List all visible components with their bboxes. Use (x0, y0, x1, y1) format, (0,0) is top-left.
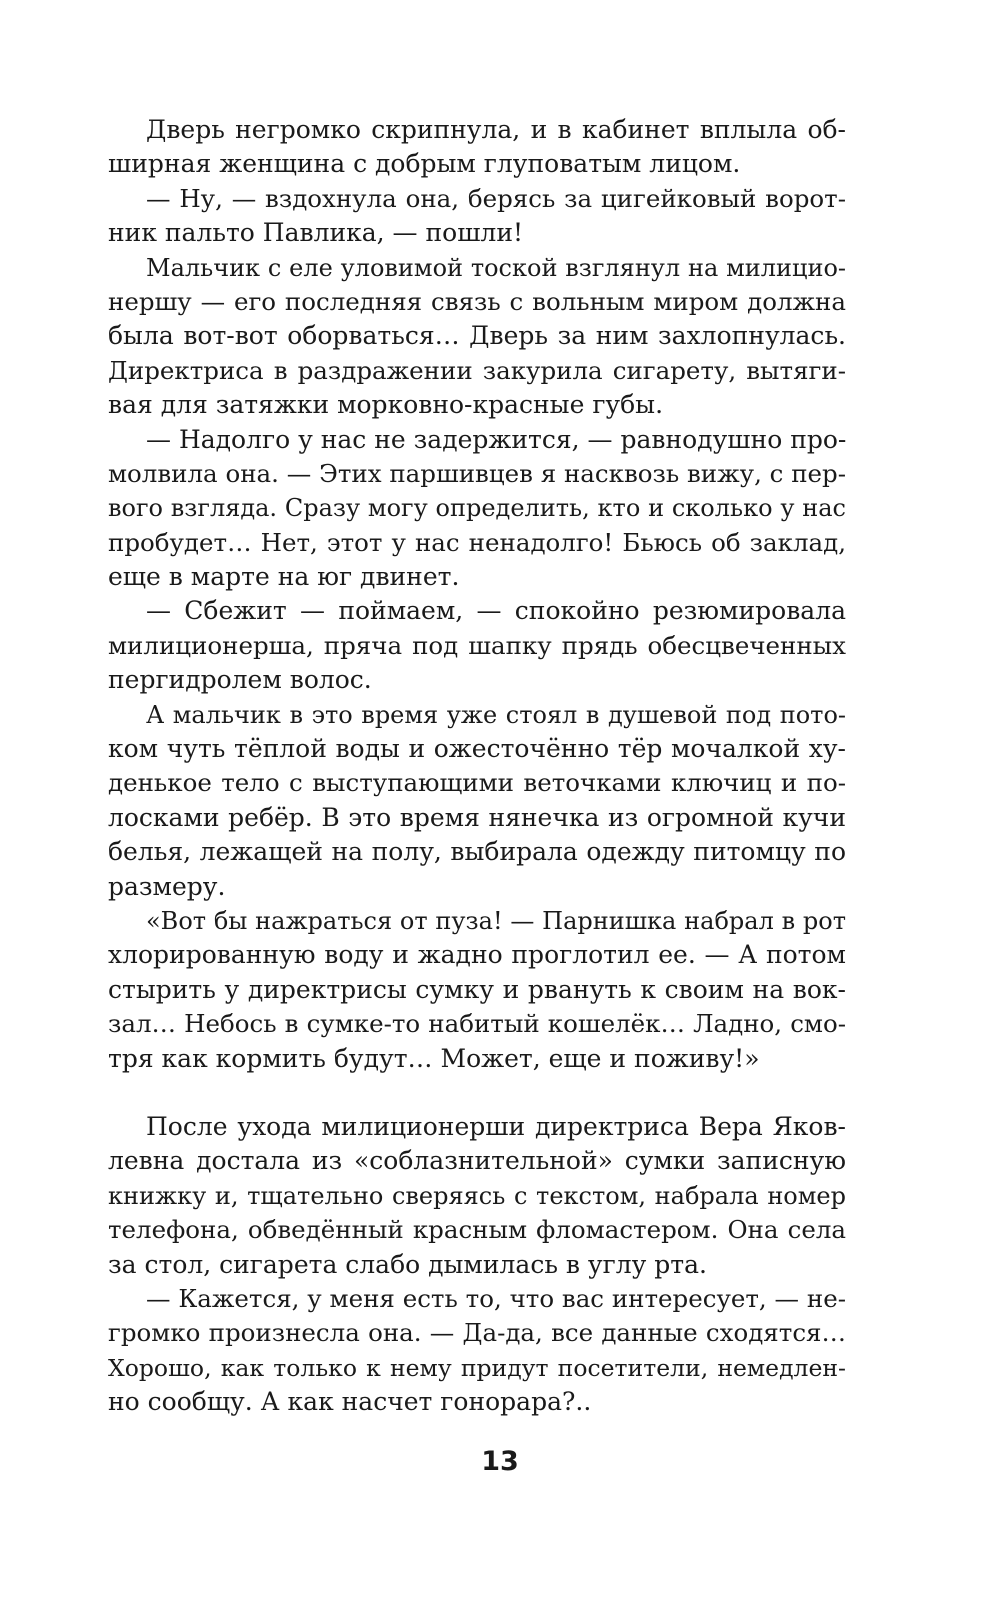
text-line: за стол, сигарета слабо дымилась в углу рта. (108, 1249, 707, 1279)
text-line: нершу — его последняя связь с вольным миром должна (108, 286, 846, 316)
text-line: еще в марте на юг двинет. (108, 562, 460, 592)
text-line: тря как кормить будут… Может, еще и поживу!» (108, 1043, 760, 1073)
text-line: милиционерша, пряча под шапку прядь обесцвеченных (108, 630, 846, 660)
text-line: телефона, обведённый красным фломастером. Она села (108, 1215, 846, 1245)
page-number: 13 (481, 1446, 519, 1477)
text-line: После ухода милиционерши директриса Вера Яков- (146, 1111, 846, 1141)
text-line: лосками ребёр. В это время нянечка из огромной кучи (108, 802, 846, 832)
text-line: размеру. (108, 871, 226, 901)
text-line: Мальчик с еле уловимой тоской взглянул на милицио- (146, 253, 846, 282)
text-line: левна достала из «соблазнительной» сумки записную (108, 1146, 846, 1176)
text-line: ком чуть тёплой воды и ожесточённо тёр мочалкой ху- (108, 734, 846, 764)
text-line: но сообщу. А как насчет гонорара?.. (108, 1387, 592, 1417)
text-line: — Ну, — вздохнула она, берясь за цигейковый ворот- (146, 183, 846, 213)
text-line: была вот-вот оборваться… Дверь за ним захлопнулась. (108, 321, 846, 351)
text-line: хлорированную воду и жадно проглотил ее. — А потом (108, 940, 846, 970)
text-line: Дверь негромко скрипнула, и в кабинет вплыла об- (146, 115, 846, 144)
text-line: — Надолго у нас не задержится, — равнодушно про- (146, 424, 847, 454)
text-line: — Сбежит — поймаем, — спокойно резюмировала (146, 596, 846, 626)
paragraph (108, 1110, 846, 1282)
paragraph (108, 423, 846, 595)
paragraph (108, 594, 846, 697)
text-line: денькое тело с выступающими веточками ключиц и по- (108, 768, 846, 798)
text-line: — Кажется, у меня есть то, что вас интересует, — не- (146, 1283, 846, 1313)
book-page-text (108, 113, 846, 1419)
text-line: молвила она. — Этих паршивцев я насквозь вижу, с пер- (108, 458, 846, 488)
paragraph (108, 182, 846, 251)
text-line: зал… Небось в сумке-то набитый кошелёк… Ладно, смо- (108, 1009, 846, 1039)
paragraph (108, 698, 846, 904)
text-line: громко произнесла она. — Да-да, все данные сходятся… (108, 1318, 846, 1348)
text-line: А мальчик в это время уже стоял в душевой под пото- (146, 700, 846, 729)
text-line: Хорошо, как только к нему придут посетители, немедлен- (108, 1353, 846, 1382)
text-line: пергидролем волос. (108, 665, 372, 695)
text-line: вая для затяжки морковно-красные губы. (108, 390, 664, 420)
paragraph (108, 251, 846, 423)
text-line: книжку и, тщательно сверяясь с текстом, набрала номер (108, 1181, 846, 1210)
paragraph (108, 1282, 846, 1420)
text-line: вого взгляда. Сразу могу определить, кто и сколько у нас (108, 494, 846, 523)
paragraph (108, 904, 846, 1076)
text-line: Директриса в раздражении закурила сигарету, вытяги- (108, 355, 846, 385)
text-line: ник пальто Павлика, — пошли! (108, 218, 524, 248)
text-line: белья, лежащей на полу, выбирала одежду питомцу по (108, 837, 846, 867)
text-line: стырить у директрисы сумку и рвануть к своим на вок- (108, 974, 846, 1004)
text-line: «Вот бы нажраться от пуза! — Парнишка набрал в рот (146, 906, 846, 935)
paragraph (108, 113, 846, 182)
text-line: ширная женщина с добрым глуповатым лицом. (108, 149, 741, 179)
section-break (108, 1076, 846, 1110)
text-line: пробудет… Нет, этот у нас ненадолго! Бьюсь об заклад, (108, 527, 846, 557)
